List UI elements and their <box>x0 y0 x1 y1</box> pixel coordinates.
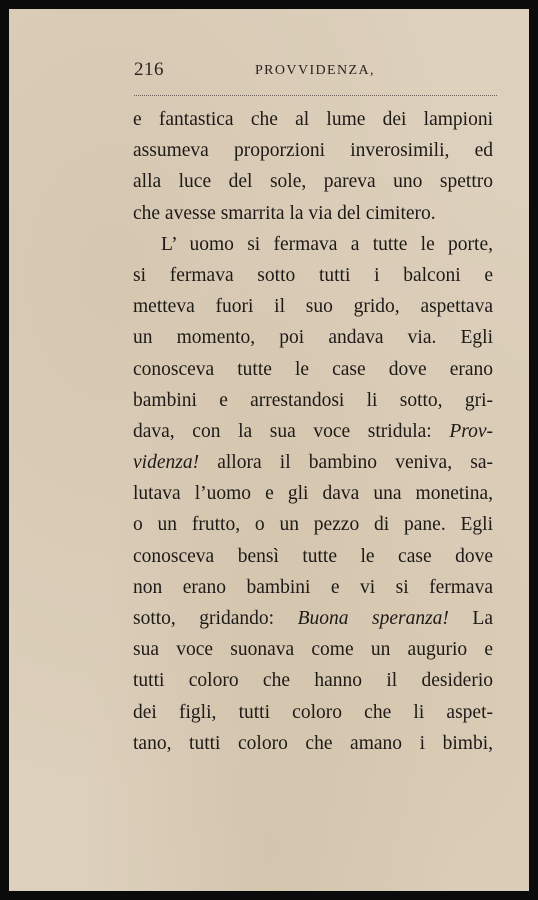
text-line <box>133 291 493 322</box>
text-line <box>133 322 493 353</box>
text-line <box>133 603 493 634</box>
text-run: lutava l’uomo e gli dava una monetina, <box>133 483 493 505</box>
header-rule <box>134 95 497 96</box>
text-run: La <box>448 608 493 629</box>
text-run: conosceva bensì tutte le case dove <box>133 545 493 567</box>
page-header <box>9 59 529 83</box>
text-run: un momento, poi andava via. Egli <box>133 327 493 349</box>
text-run: o un frutto, o un pezzo di pane. Egli <box>133 514 493 536</box>
text-line <box>133 572 493 603</box>
text-line <box>133 385 493 416</box>
text-line <box>133 104 493 135</box>
text-run: non erano bambini e vi si fermava <box>133 576 493 598</box>
text-run: dava, con la sua voce stridula: <box>133 420 450 442</box>
text-run: sotto, gridando: <box>133 608 298 629</box>
text-run: tano, tutti coloro che amano i bimbi, <box>133 732 493 754</box>
text-line <box>133 135 493 166</box>
text-run: sua voce suonava come un augurio e <box>133 639 493 661</box>
text-run: alla luce del sole, pareva uno spettro <box>133 171 493 193</box>
text-line <box>133 354 493 385</box>
text-run: si fermava sotto tutti i balconi e <box>133 264 493 286</box>
text-line <box>133 728 493 759</box>
text-line <box>133 665 493 696</box>
italic-run: videnza! <box>133 452 200 474</box>
text-run: L’ uomo si fermava a tutte le porte, <box>161 233 493 255</box>
text-run: allora il bambino veniva, sa- <box>199 452 493 474</box>
text-line <box>133 697 493 728</box>
book-page <box>9 9 529 891</box>
text-line <box>133 634 493 665</box>
text-line <box>133 509 493 540</box>
body-text <box>133 104 493 759</box>
text-line <box>133 541 493 572</box>
text-line <box>133 478 493 509</box>
text-line <box>133 229 493 260</box>
text-run: dei figli, tutti coloro che li aspet- <box>133 701 493 723</box>
text-run: assumeva proporzioni inverosimili, ed <box>133 140 493 162</box>
page-number: 216 <box>134 59 164 80</box>
text-line <box>133 416 493 447</box>
text-line <box>133 260 493 291</box>
text-line <box>133 166 493 197</box>
text-line <box>133 198 493 229</box>
text-run: conosceva tutte le case dove erano <box>133 358 493 380</box>
text-run: tutti coloro che hanno il desiderio <box>133 670 493 692</box>
italic-run: Prov- <box>449 420 493 442</box>
text-run: bambini e arrestandosi li sotto, gri- <box>133 389 493 411</box>
text-line <box>133 447 493 478</box>
text-run: metteva fuori il suo grido, aspettava <box>133 296 493 318</box>
running-head: PROVVIDENZA, <box>255 63 375 78</box>
italic-run: Buona speranza! <box>297 608 449 629</box>
text-run: e fantastica che al lume dei lampioni <box>133 109 493 130</box>
text-run: che avesse smarrita la via del cimitero. <box>133 202 436 224</box>
